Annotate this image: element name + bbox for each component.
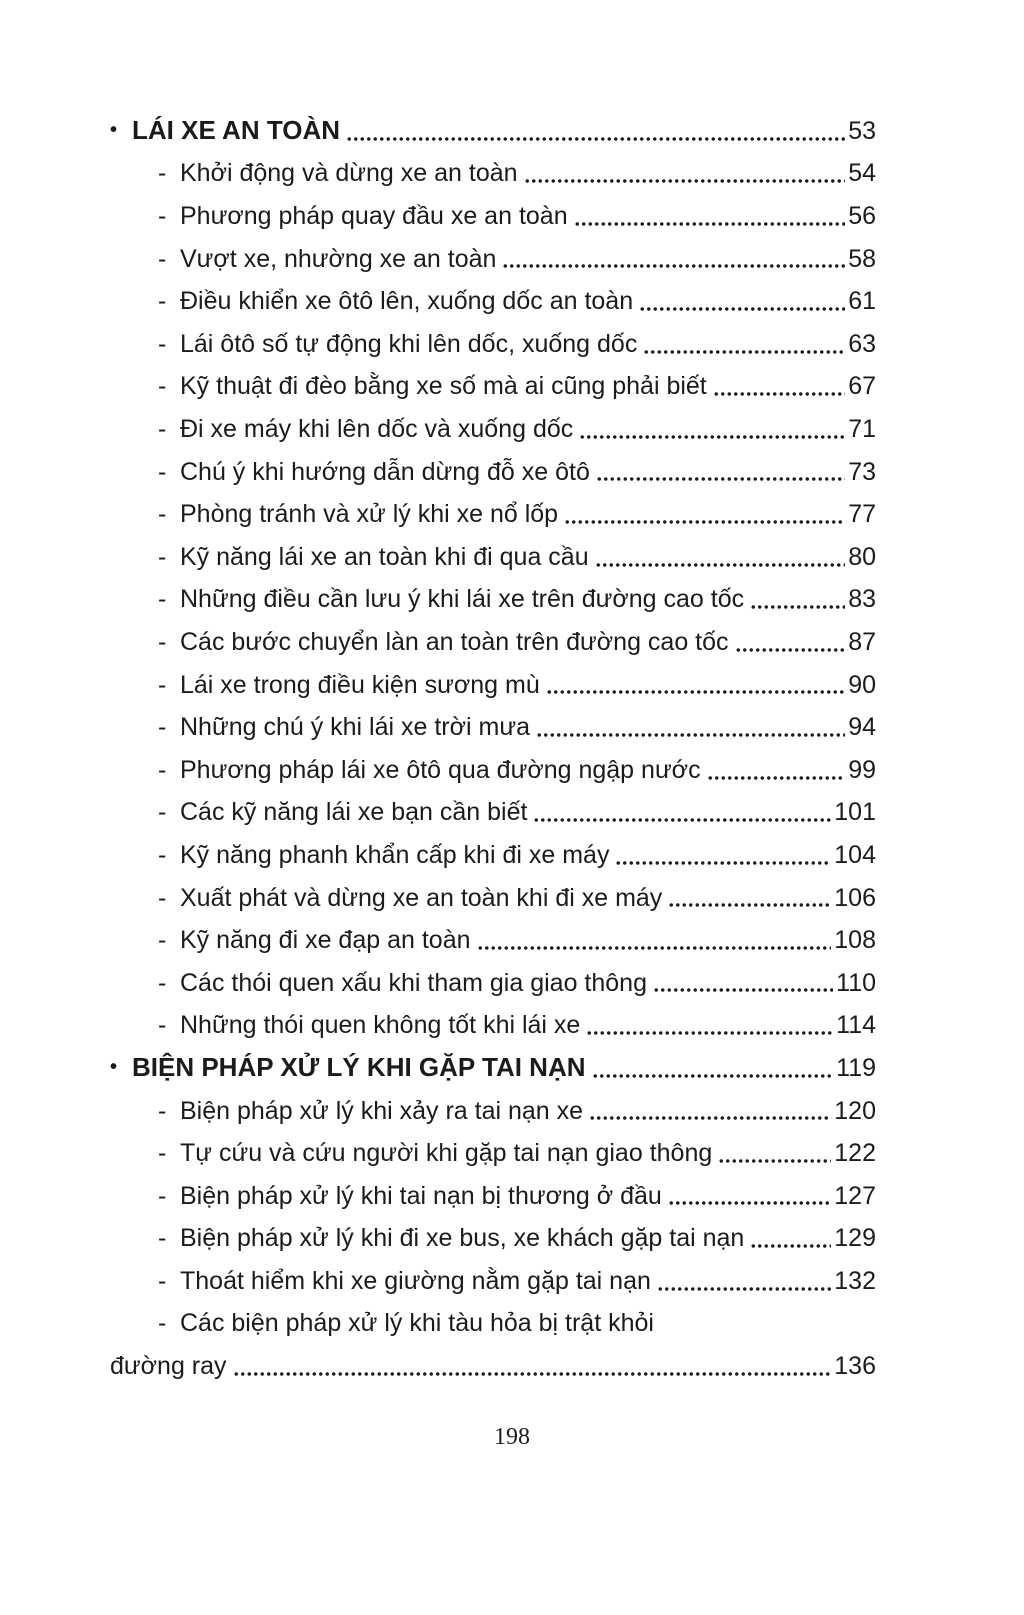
toc-entry-page: 101 <box>834 798 876 827</box>
dot-leader <box>592 1074 834 1078</box>
toc-entry-page: 61 <box>848 287 876 316</box>
dash-marker: - <box>158 585 167 614</box>
dot-leader <box>502 264 845 268</box>
toc-item-row <box>0 146 876 189</box>
dot-leader <box>668 1201 831 1205</box>
table-of-contents <box>0 103 1024 1381</box>
toc-entry-label: Kỹ năng đi xe đạp an toàn <box>180 926 471 955</box>
dash-marker: - <box>158 883 167 912</box>
page-number: 198 <box>494 1424 530 1450</box>
dash-marker: - <box>158 926 167 955</box>
dot-leader <box>653 988 833 992</box>
toc-entry-label: Khởi động và dừng xe an toàn <box>180 159 518 188</box>
toc-entry-page: 73 <box>848 457 876 486</box>
toc-entry-page: 83 <box>848 585 876 614</box>
dot-leader <box>346 137 845 141</box>
dash-marker: - <box>158 329 167 358</box>
dot-leader <box>546 690 845 694</box>
toc-entry-page: 129 <box>834 1224 876 1253</box>
dot-leader <box>643 350 845 354</box>
toc-entry-label: Xuất phát và dừng xe an toàn khi đi xe máy <box>180 883 663 912</box>
toc-item-row <box>0 785 876 828</box>
dot-leader <box>750 1244 831 1248</box>
toc-section-row <box>0 103 876 146</box>
toc-item-row <box>0 316 876 359</box>
dash-marker: - <box>158 244 167 273</box>
dot-leader <box>524 179 846 183</box>
toc-entry-page: 99 <box>848 755 876 784</box>
dash-marker: - <box>158 500 167 529</box>
toc-entry-page: 67 <box>848 372 876 401</box>
toc-item-row <box>0 572 876 615</box>
dash-marker: - <box>158 1011 167 1040</box>
toc-entry-label: Vượt xe, nhường xe an toàn <box>180 244 497 273</box>
toc-entry-label: Thoát hiểm khi xe giường nằm gặp tai nạn <box>180 1266 651 1295</box>
toc-entry-page: 127 <box>834 1181 876 1210</box>
dash-marker: - <box>158 202 167 231</box>
toc-entry-page: 132 <box>834 1266 876 1295</box>
toc-item-row <box>0 486 876 529</box>
toc-item-row <box>0 529 876 572</box>
toc-entry-label: Phòng tránh và xử lý khi xe nổ lốp <box>180 500 559 529</box>
dot-leader <box>579 435 845 439</box>
toc-item-row <box>0 444 876 487</box>
dash-marker: - <box>158 1266 167 1295</box>
dot-leader <box>615 861 831 865</box>
toc-entry-label: Chú ý khi hướng dẫn dừng đỗ xe ôtô <box>180 457 590 486</box>
toc-item-row <box>0 1253 876 1296</box>
dot-leader <box>477 946 832 950</box>
dash-marker: - <box>158 542 167 571</box>
toc-entry-label: Các thói quen xấu khi tham gia giao thông <box>180 968 647 997</box>
toc-item-row <box>0 699 876 742</box>
toc-item-row <box>0 401 876 444</box>
dot-leader <box>533 818 831 822</box>
toc-item-row <box>0 827 876 870</box>
toc-entry-label: Kỹ năng lái xe an toàn khi đi qua cầu <box>180 542 589 571</box>
dash-marker: - <box>158 840 167 869</box>
toc-item-row <box>0 1168 876 1211</box>
toc-item-row <box>0 359 876 402</box>
toc-entry-label: Đi xe máy khi lên dốc và xuống dốc <box>180 415 574 443</box>
toc-entry-page: 94 <box>848 713 876 742</box>
toc-section-row <box>0 1040 876 1083</box>
toc-item-row <box>0 1125 876 1168</box>
toc-entry-page: 77 <box>848 500 876 529</box>
dash-marker: - <box>158 627 167 656</box>
dash-marker: - <box>158 1224 167 1253</box>
dot-leader <box>574 222 846 226</box>
toc-entry-page: 80 <box>848 542 876 571</box>
toc-entry-label: Các kỹ năng lái xe bạn cần biết <box>180 798 528 827</box>
toc-entry-page: 53 <box>848 116 876 145</box>
toc-entry-page: 120 <box>834 1096 876 1125</box>
toc-entry-page: 106 <box>834 883 876 912</box>
dash-marker: - <box>158 287 167 316</box>
dash-marker: - <box>158 457 167 486</box>
toc-item-row <box>0 1296 876 1339</box>
toc-item-row <box>0 912 876 955</box>
toc-entry-page: 63 <box>848 329 876 358</box>
toc-entry-label: Những thói quen không tốt khi lái xe <box>180 1011 581 1040</box>
toc-entry-label: Tự cứu và cứu người khi gặp tai nạn giao thông <box>180 1139 713 1168</box>
dash-marker: - <box>158 1139 167 1168</box>
toc-item-row <box>0 614 876 657</box>
toc-item-row <box>0 997 876 1040</box>
toc-entry-page: 110 <box>836 968 876 997</box>
toc-entry-page: 71 <box>848 415 876 443</box>
toc-item-row <box>0 1083 876 1126</box>
toc-item-row <box>0 742 876 785</box>
dot-leader <box>668 903 831 907</box>
dot-leader <box>564 520 845 524</box>
toc-entry-page: 119 <box>836 1053 876 1082</box>
toc-entry-label: Những chú ý khi lái xe trời mưa <box>180 713 530 742</box>
toc-item-row <box>0 231 876 274</box>
toc-entry-label: Các biện pháp xử lý khi tàu hỏa bị trật khỏi <box>180 1309 654 1338</box>
toc-entry-label: Biện pháp xử lý khi tai nạn bị thương ở đầu <box>180 1181 662 1210</box>
toc-item-row <box>0 657 876 700</box>
toc-entry-page: 90 <box>848 670 876 699</box>
dot-leader <box>707 776 846 780</box>
dash-marker: - <box>158 372 167 401</box>
toc-entry-page: 104 <box>834 840 876 869</box>
toc-item-row <box>0 188 876 231</box>
toc-entry-label: đường ray <box>110 1352 227 1381</box>
dot-leader <box>596 477 845 481</box>
dot-leader <box>657 1287 831 1291</box>
toc-entry-label: Biện pháp xử lý khi đi xe bus, xe khách gặp tai nạn <box>180 1224 745 1253</box>
dot-leader <box>713 392 845 396</box>
toc-item-row <box>0 1210 876 1253</box>
toc-entry-page: 114 <box>836 1011 876 1040</box>
toc-entry-label: Phương pháp quay đầu xe an toàn <box>180 202 568 231</box>
dash-marker: - <box>158 1181 167 1210</box>
dot-leader <box>586 1031 833 1035</box>
dot-leader <box>589 1116 831 1120</box>
dot-leader <box>750 605 845 609</box>
toc-entry-label: Các bước chuyển làn an toàn trên đường cao tốc <box>180 627 729 656</box>
bullet-icon: • <box>110 118 118 141</box>
toc-entry-label: Kỹ năng phanh khẩn cấp khi đi xe máy <box>180 840 610 869</box>
dash-marker: - <box>158 1309 167 1338</box>
dot-leader <box>595 563 846 567</box>
toc-entry-label: LÁI XE AN TOÀN <box>132 114 341 145</box>
toc-entry-page: 136 <box>834 1352 876 1381</box>
toc-entry-page: 54 <box>848 159 876 188</box>
dot-leader <box>233 1372 832 1376</box>
toc-entry-label: BIỆN PHÁP XỬ LÝ KHI GẶP TAI NẠN <box>132 1051 586 1082</box>
toc-entry-page: 87 <box>848 627 876 656</box>
toc-entry-page: 108 <box>834 926 876 955</box>
dash-marker: - <box>158 415 167 443</box>
dot-leader <box>639 307 845 311</box>
toc-entry-label: Điều khiển xe ôtô lên, xuống dốc an toàn <box>180 287 634 316</box>
toc-entry-page: 122 <box>834 1139 876 1168</box>
dash-marker: - <box>158 798 167 827</box>
dot-leader <box>536 733 845 737</box>
dash-marker: - <box>158 755 167 784</box>
toc-entry-label: Lái xe trong điều kiện sương mù <box>180 670 540 699</box>
toc-item-row <box>0 870 876 913</box>
dash-marker: - <box>158 713 167 742</box>
toc-item-row <box>0 273 876 316</box>
toc-entry-label: Phương pháp lái xe ôtô qua đường ngập nước <box>180 755 701 784</box>
dash-marker: - <box>158 159 167 188</box>
toc-item-row <box>0 955 876 998</box>
dash-marker: - <box>158 968 167 997</box>
toc-item-row <box>0 1338 876 1381</box>
toc-entry-page: 56 <box>848 202 876 231</box>
dash-marker: - <box>158 1096 167 1125</box>
dot-leader <box>735 648 846 652</box>
toc-entry-label: Lái ôtô số tự động khi lên dốc, xuống dốc <box>180 329 638 358</box>
dash-marker: - <box>158 670 167 699</box>
toc-entry-label: Kỹ thuật đi đèo bằng xe số mà ai cũng phải biết <box>180 372 707 401</box>
bullet-icon: • <box>110 1055 118 1078</box>
toc-entry-label: Biện pháp xử lý khi xảy ra tai nạn xe <box>180 1096 584 1125</box>
toc-entry-label: Những điều cần lưu ý khi lái xe trên đường cao tốc <box>180 585 745 614</box>
toc-entry-page: 58 <box>848 244 876 273</box>
dot-leader <box>718 1159 831 1163</box>
